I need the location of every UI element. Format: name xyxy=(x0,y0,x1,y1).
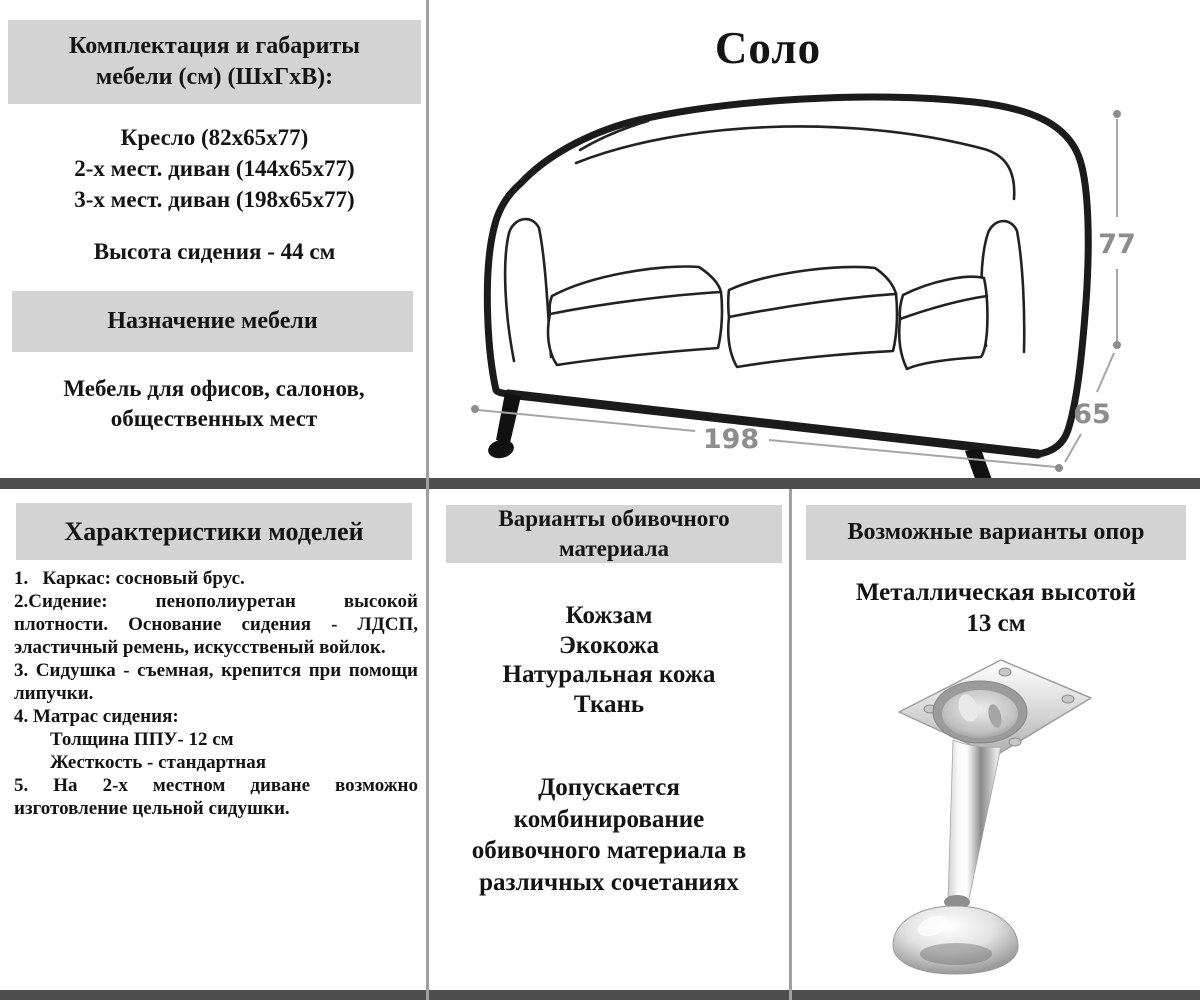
upholstery-options-list xyxy=(429,601,789,719)
metal-leg-photo xyxy=(855,652,1105,992)
characteristics-item: 2.Сидение: пенополиуретан высокой плотности. Основание сидения - ЛДСП, эластичный ремень, искусственый войлок. xyxy=(14,591,418,658)
seat-height-note: Высота сидения - 44 см xyxy=(93,239,336,264)
model-dimension-item: 3-х мест. диван (198х65х77) xyxy=(74,187,355,212)
dimensions-header-label: Комплектация и габариты мебели (см) (ШхГхВ): xyxy=(68,32,361,90)
support-type-text: Металлическая высотой 13 см xyxy=(855,579,1137,637)
supports-header-label: Возможные варианты опор xyxy=(847,518,1145,545)
characteristics-subitem: Жесткость - стандартная xyxy=(50,752,267,773)
upholstery-option: Натуральная кожа xyxy=(502,661,716,688)
characteristics-header-label: Характеристики моделей xyxy=(64,516,364,546)
sofa-leg-front-left xyxy=(496,393,521,443)
dim-dot xyxy=(471,405,479,413)
characteristics-item: 4. Матрас сидения: xyxy=(14,706,179,727)
characteristics-item: 3. Сидушка - съемная, крепится при помощи липучки. xyxy=(14,660,418,704)
leg-mounting-plate xyxy=(899,660,1091,756)
dim-dot xyxy=(1113,110,1121,118)
dim-dot xyxy=(1055,464,1063,472)
supports-header-box xyxy=(806,505,1186,560)
dimensions-header-box xyxy=(8,20,421,104)
leg-stem xyxy=(944,740,1001,909)
upholstery-option: Экокожа xyxy=(558,631,660,659)
upholstery-option: Кожзам xyxy=(565,602,653,629)
upholstery-header-label: Варианты обивочного материала xyxy=(498,506,730,561)
dim-width-label: 198 xyxy=(702,424,760,455)
model-dimension-item: Кресло (82х65х77) xyxy=(120,125,309,150)
characteristics-list xyxy=(14,567,418,820)
purpose-header-label: Назначение мебели xyxy=(107,307,318,334)
sofa-line-drawing xyxy=(428,0,1200,478)
horizontal-divider-mid xyxy=(0,478,1200,489)
characteristics-header-box xyxy=(16,503,412,560)
dim-dot xyxy=(1113,341,1121,349)
model-dimension-item: 2-х мест. диван (144х65х77) xyxy=(74,156,355,181)
dim-height-label: 77 xyxy=(1098,229,1136,260)
characteristics-item: 1. Каркас: сосновый брус. xyxy=(14,568,245,589)
characteristics-subitem: Толщина ППУ- 12 см xyxy=(50,729,234,750)
page-title: Соло xyxy=(714,23,822,73)
horizontal-divider-bottom xyxy=(0,990,1200,1000)
upholstery-header-box xyxy=(446,505,782,563)
vertical-divider-right xyxy=(789,489,792,1000)
vertical-divider-left xyxy=(426,0,429,1000)
model-dimensions-list xyxy=(8,122,421,215)
characteristics-item: 5. На 2-х местном диване возможно изготовление цельной сидушки. xyxy=(14,775,418,819)
leg-dome-base xyxy=(893,906,1018,974)
dim-depth-label: 65 xyxy=(1073,399,1111,430)
purpose-text: Мебель для офисов, салонов, общественных мест xyxy=(63,376,365,431)
upholstery-note: Допускается комбинирование обивочного материала в различных сочетаниях xyxy=(471,774,747,896)
purpose-header-box xyxy=(12,291,413,352)
upholstery-option: Ткань xyxy=(573,690,645,718)
